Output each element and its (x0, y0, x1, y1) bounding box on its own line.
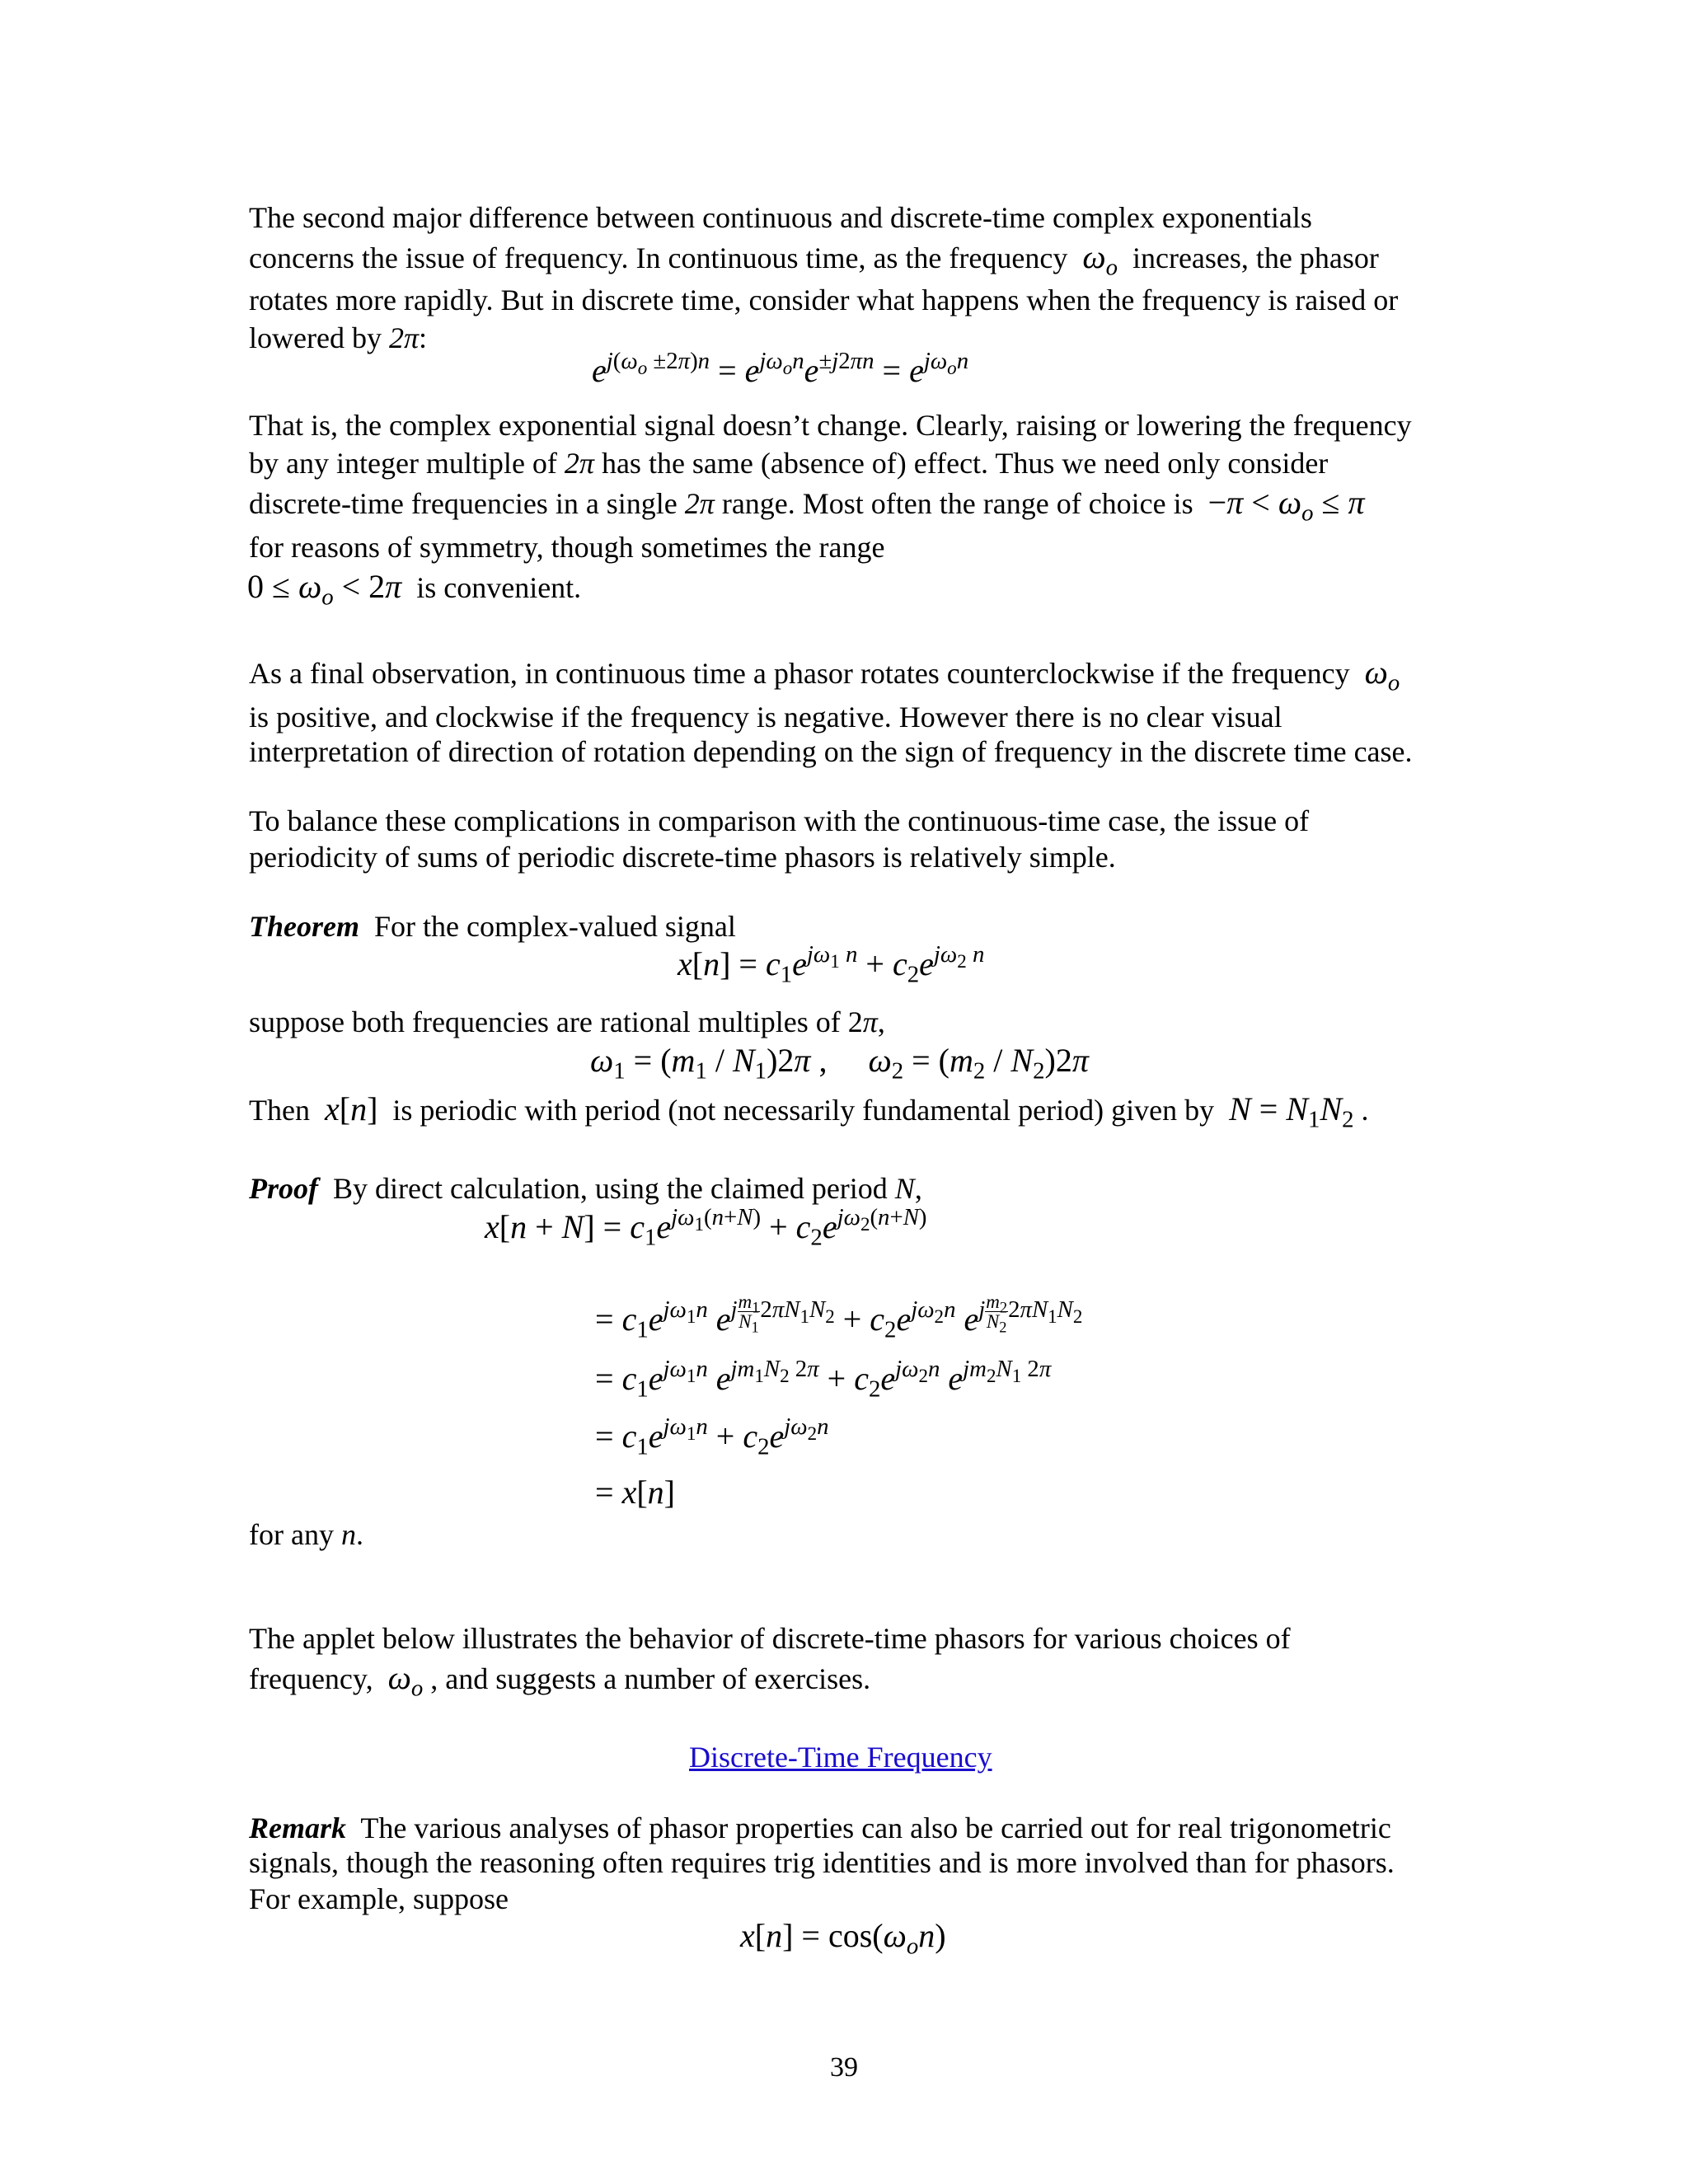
para3-line1: As a final observation, in continuous time a phasor rotates counterclockwise if the frequency $\omega_o$ (249, 654, 1400, 696)
para2-line5: $0 \le \omega_o < 2\pi$ is convenient. (247, 568, 582, 611)
para5-line1: The applet below illustrates the behavior of discrete-time phasors for various choices of (249, 1622, 1291, 1655)
theorem-line1: Theorem For the complex-valued signal (249, 910, 736, 943)
proof-for-any: for any n. (249, 1518, 363, 1551)
theorem-signal-equation: $x[n] = c_1e^{j\omega_1 n} + c_2e^{j\omega_2 n}$ (678, 941, 985, 988)
remark-line1: Remark The various analyses of phasor properties can also be carried out for real trigonometric (249, 1811, 1391, 1844)
para1-line1: The second major difference between continuous and discrete-time complex exponentials (249, 201, 1312, 234)
proof-line1: Proof By direct calculation, using the claimed period N, (249, 1172, 922, 1205)
para3-line2: is positive, and clockwise if the frequency is negative. However there is no clear visual (249, 701, 1282, 733)
proof-equation-line4: = $c_1e^{j\omega_1n} + c_2e^{j\omega_2n}$ (595, 1413, 829, 1460)
theorem-line3: Then x[n] is periodic with period (not necessarily fundamental period) given by $N = N_1N_2$ . (249, 1090, 1369, 1133)
equation-frequency-shift: $e^{j(\omega_o \pm 2\pi)n} = e^{j\omega_on}e^{\pm j2\pi n} = e^{j\omega_on}$ (592, 348, 969, 389)
proof-label: Proof (249, 1172, 318, 1205)
remark-line2: signals, though the reasoning often requires trig identities and is more involved than for phasors. (249, 1846, 1395, 1879)
proof-equation-line2: = $c_1e^{j\omega_1n}$ $e^{j \frac{m_1}{N_1} 2\pi N_1N_2} + c_2e^{j\omega_2n}$ $e^{j \frac{m_2}{N_2} 2\pi N_1N_2}$ (595, 1291, 1083, 1343)
para2-line2: by any integer multiple of 2π has the same (absence of) effect. Thus we need only consider (249, 447, 1329, 480)
para2-line1: That is, the complex exponential signal doesn’t change. Clearly, raising or lowering the frequency (249, 409, 1412, 442)
para2-line4: for reasons of symmetry, though sometimes the range (249, 531, 885, 564)
theorem-label: Theorem (249, 910, 359, 943)
proof-equation-line1: $x[n + N] = c_1e^{j\omega_1(n+N)} + c_2e^{j\omega_2(n+N)}$ (485, 1204, 927, 1251)
remark-label: Remark (249, 1811, 347, 1844)
proof-equation-line5: = x[n] (595, 1474, 675, 1511)
para5-line2: frequency, $\omega_o$ , and suggests a number of exercises. (249, 1659, 871, 1702)
para1-line4: lowered by 2π: (249, 321, 428, 354)
para1-line3: rotates more rapidly. But in discrete time, consider what happens when the frequency is raised or (249, 284, 1399, 316)
para4-line2: periodicity of sums of periodic discrete-time phasors is relatively simple. (249, 841, 1116, 874)
remark-equation: $x[n] = \cos(\omega_on)$ (740, 1917, 946, 1960)
para3-line3: interpretation of direction of rotation depending on the sign of frequency in the discrete time case. (249, 735, 1413, 768)
theorem-line2: suppose both frequencies are rational multiples of 2π, (249, 1005, 885, 1038)
proof-equation-line3: = $c_1e^{j\omega_1n}$ $e^{jm_1N_2 2\pi} + c_2e^{j\omega_2n}$ $e^{jm_2N_1 2\pi}$ (595, 1356, 1052, 1403)
page-number: 39 (830, 2052, 858, 2083)
theorem-frequency-equation: $\omega_1 = (m_1 / N_1)2\pi$ , $\omega_2 = (m_2 / N_2)2\pi$ (590, 1042, 1089, 1085)
para2-line3: discrete-time frequencies in a single 2π range. Most often the range of choice is $-\pi < \omega_o \le \pi$ (249, 484, 1365, 527)
para1-line2: concerns the issue of frequency. In continuous time, as the frequency $\omega_o$ increases, the phasor (249, 238, 1379, 281)
discrete-time-frequency-link[interactable]: Discrete-Time Frequency (689, 1741, 992, 1774)
para4-line1: To balance these complications in comparison with the continuous-time case, the issue of (249, 804, 1310, 837)
remark-line3: For example, suppose (249, 1882, 509, 1915)
